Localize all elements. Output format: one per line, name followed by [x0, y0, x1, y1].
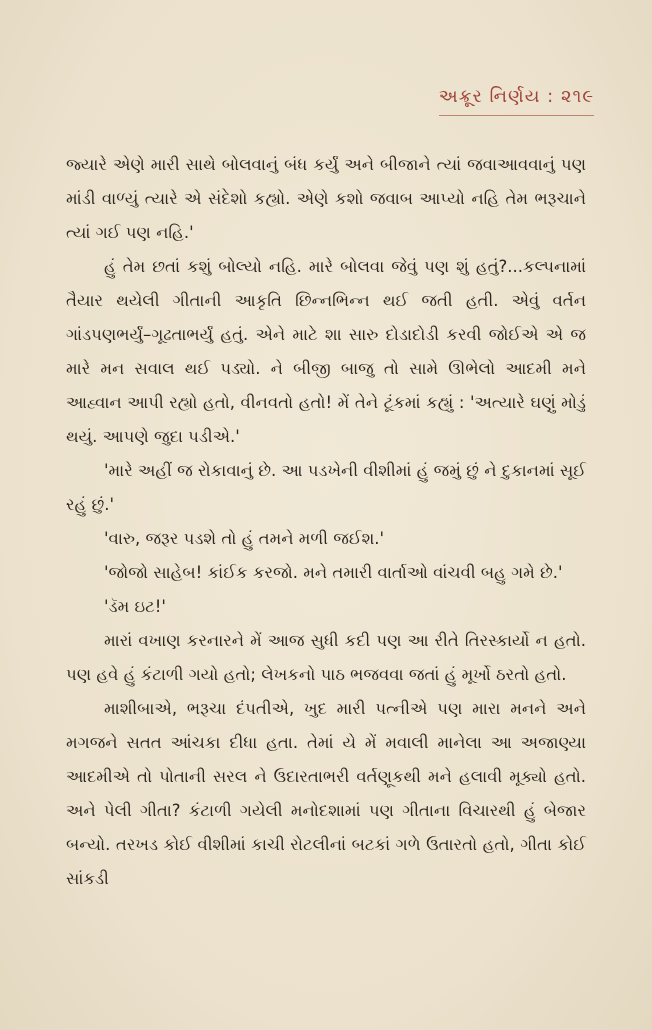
running-header	[439, 86, 594, 116]
paragraph-1: જ્યારે એણે મારી સાથે બોલવાનું બંધ કર્યું અને બીજાને ત્યાં જવાઆવવાનું પણ માંડી વાળ્યું ત્યારે એ સંદેશો કહ્યો. એણે કશો જવાબ આપ્યો નહિ તેમ ભરૂચાને ત્યાં ગઈ પણ નહિ.'	[66, 155, 586, 242]
paragraph-7: મારાં વખાણ કરનારને મેં આજ સુધી કદી પણ આ રીતે તિરસ્કાર્યો ન હતો. પણ હવે હું કંટાળી ગયો હતો; લેખકનો પાઠ ભજવવા જતાં હું મૂર્ખો ઠરતો હતો.	[66, 631, 586, 684]
body-text	[66, 148, 586, 896]
header-underline	[439, 109, 594, 116]
paragraph-3: 'મારે અહીં જ રોકાવાનું છે. આ પડખેની વીશીમાં હું જમું છું ને દુકાનમાં સૂઈ રહું છું.'	[66, 461, 586, 514]
paragraph-4: 'વારુ, જરૂર પડશે તો હું તમને મળી જઈશ.'	[104, 529, 385, 548]
paragraph-8: માશીબાએ, ભરૂચા દંપતીએ, ખુદ મારી પત્નીએ પણ મારા મનને અને મગજને સતત આંચકા દીધા હતા. તેમાં યે મેં મવાલી માનેલા આ અજાણ્યા આદમીએ તો પોતાની સરલ ને ઉદારતાભરી વર્તણૂકથી મને હલાવી મૂક્યો હતો. અને પેલી ગીતા? કંટાળી ગયેલી મનોદશામાં પણ ગીતાના વિચારથી હું બેજાર બન્યો. તરખડ કોઈ વીશીમાં કાચી રોટલીનાં બટકાં ગળે ઉતારતો હતો, ગીતા કોઈ સાંકડી	[66, 699, 586, 888]
paragraph-5: 'જોજો સાહેબ! કાંઈક કરજો. મને તમારી વાર્તાઓ વાંચવી બહુ ગમે છે.'	[104, 563, 563, 582]
paragraph-2: હું તેમ છતાં કશું બોલ્યો નહિ. મારે બોલવા જેવું પણ શું હતું?...કલ્પનામાં તૈયાર થયેલી ગીતાની આકૃતિ છિન્નભિન્ન થઈ જતી હતી. એવું વર્તન ગાંડપણભર્યું–ગૂઢતાભર્યું હતું. એને માટે શા સારુ દોડાદોડી કરવી જોઈએ એ જ મારે મન સવાલ થઈ પડ્યો. ને બીજી બાજુ તો સામે ઊભેલો આદમી મને આહ્વાન આપી રહ્યો હતો, વીનવતો હતો! મેં તેને ટૂંકમાં કહ્યું : 'અત્યારે ઘણું મોડું થયું. આપણે જુદા પડીએ.'	[66, 257, 586, 446]
running-header-title: અક્રૂર નિર્ણય : ૨૧૯	[438, 86, 594, 107]
paragraph-6: 'ડૅમ ઇટ!'	[104, 597, 166, 616]
